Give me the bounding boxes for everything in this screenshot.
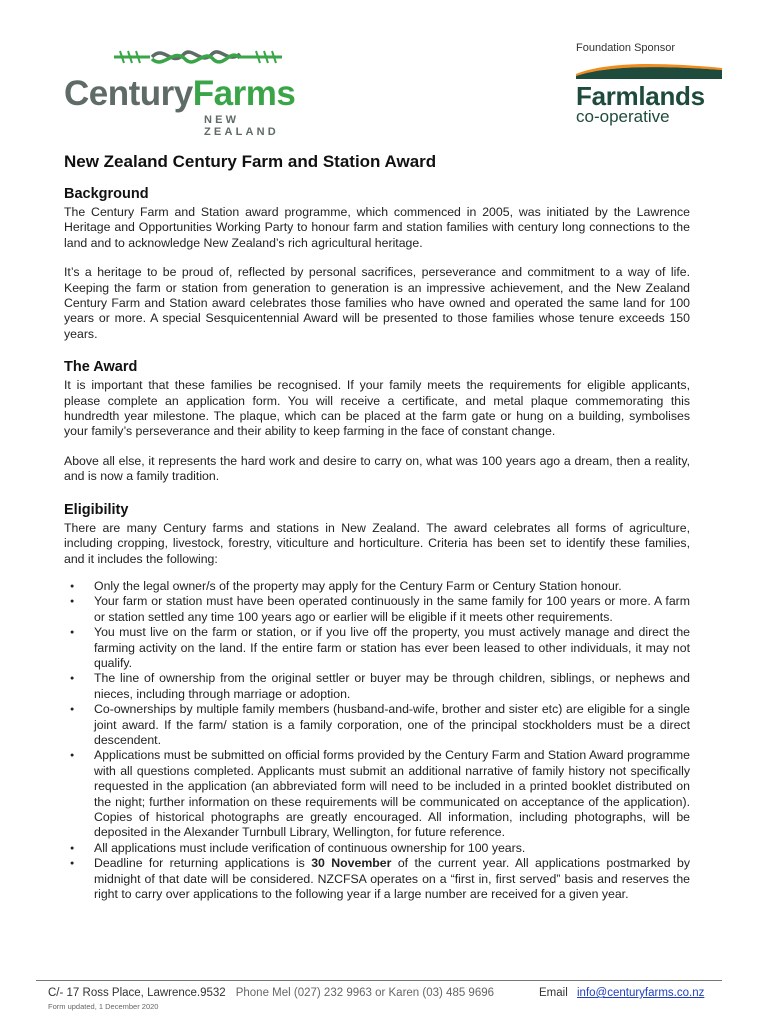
document-body	[64, 152, 690, 902]
list-item: ● You must live on the farm or station, or if you live off the property, you must actively manage and direct the farming activity on the land. If the entire farm or station has ever been leased to other individuals, it may not qualify.	[94, 625, 690, 671]
list-item: ● All applications must include verification of continuous ownership for 100 years.	[94, 841, 690, 856]
background-paragraph-1: The Century Farm and Station award programme, which commenced in 2005, was initiated by the Lawrence Heritage and Opportunities Working Party to honour farm and station families with century long connections to the land and to acknowledge New Zealand’s rich agricultural heritage.	[64, 205, 690, 250]
footer-divider	[36, 980, 722, 981]
list-item: ● Applications must be submitted on official forms provided by the Century Farm and Station Award programme with all questions completed. Applicants must submit an additional narrative of family history not specifically requested in the application (an abbreviated form will need to be included in a printed booklet distributed on the night; further information on these requirements will be communicated on acceptance of the application). Copies of historical photographs are greatly encouraged. All information, including photographs, will be deposited in the Alexander Turnbull Library, Wellington, for future reference.	[94, 748, 690, 840]
farmlands-hills-icon	[576, 62, 722, 82]
logo-subtitle: NEW ZEALAND	[204, 114, 279, 138]
list-item: ● Only the legal owner/s of the property may apply for the Century Farm or Century Station honour.	[94, 579, 690, 594]
deadline-date: 30 November	[311, 856, 392, 871]
award-heading: The Award	[64, 359, 138, 376]
sponsor-name: Farmlands	[576, 81, 705, 111]
eligibility-paragraph: There are many Century farms and stations in New Zealand. The award celebrates all forms of agriculture, including cropping, livestock, forestry, viticulture and horticulture. Criteria has been set to identify these families, and it includes the following:	[64, 520, 690, 566]
page-title: New Zealand Century Farm and Station Award	[64, 152, 437, 171]
footer-address: C/- 17 Ross Place, Lawrence.9532	[48, 987, 226, 999]
background-paragraph-2: It’s a heritage to be proud of, reflected by personal sacrifices, perseverance and commitment to a way of life. Keeping the farm or station from generation to generation is an impressive achievement, and the New Zealand Century Farm and Station award celebrates those families who have owned and operated the same land for 100 years or more. A special Sesquicentennial Award will be presented to those families whose tenure exceeds 150 years.	[64, 265, 690, 341]
list-item: ● Co-ownerships by multiple family members (husband-and-wife, brother and sister etc) are eligible for a single joint award. If the farm/ station is a family corporation, one of the principal stockholders must be a direct descendent.	[94, 702, 690, 748]
wire-fence-icon	[112, 42, 284, 70]
eligibility-list	[64, 579, 690, 903]
award-paragraph-1: It is important that these families be recognised. If your family meets the requirements for eligible applicants, please complete an application form. You will receive a certificate, and metal plaque commemorating this hundredth year milestone. The plaque, which can be placed at the farm gate or hung on a building, symbolises your family’s perseverance and their ability to keep farming in the face of constant change.	[64, 378, 690, 439]
footer	[48, 987, 705, 999]
footer-phone: Phone Mel (027) 232 9963 or Karen (03) 485 9696	[235, 987, 495, 999]
footer-email-label: Email	[539, 987, 568, 999]
century-farms-logo	[64, 42, 304, 138]
list-item-deadline: ● Deadline for returning applications is 30 November of the current year. All applications postmarked by midnight of that date will be considered. NZCFSA operates on a “first in, first served” basis and reserves the right to carry over applications to the following year if a large number are received for a given year.	[94, 856, 690, 902]
form-updated-note: Form updated, 1 December 2020	[48, 1002, 159, 1011]
background-heading: Background	[64, 186, 149, 202]
award-paragraph-2: Above all else, it represents the hard work and desire to carry on, what was 100 years ago a dream, then a reality, and is now a family tradition.	[64, 453, 690, 484]
list-item: ● The line of ownership from the original settler or buyer may be through children, siblings, or nephews and nieces, including through marriage or adoption.	[94, 671, 690, 702]
farmlands-logo	[576, 62, 726, 126]
footer-email-link[interactable]: info@centuryfarms.co.nz	[577, 987, 705, 999]
sponsor-sub: co-operative	[576, 107, 670, 126]
sponsor-label: Foundation Sponsor	[576, 42, 676, 54]
eligibility-heading: Eligibility	[64, 501, 129, 518]
list-item: ● Your farm or station must have been operated continuously in the same family for 100 years or more. A farm or station settled any time 100 years ago or earlier will be eligible if it meets other requirements.	[94, 594, 690, 625]
logo-wordmark: CenturyFarms	[64, 74, 296, 113]
